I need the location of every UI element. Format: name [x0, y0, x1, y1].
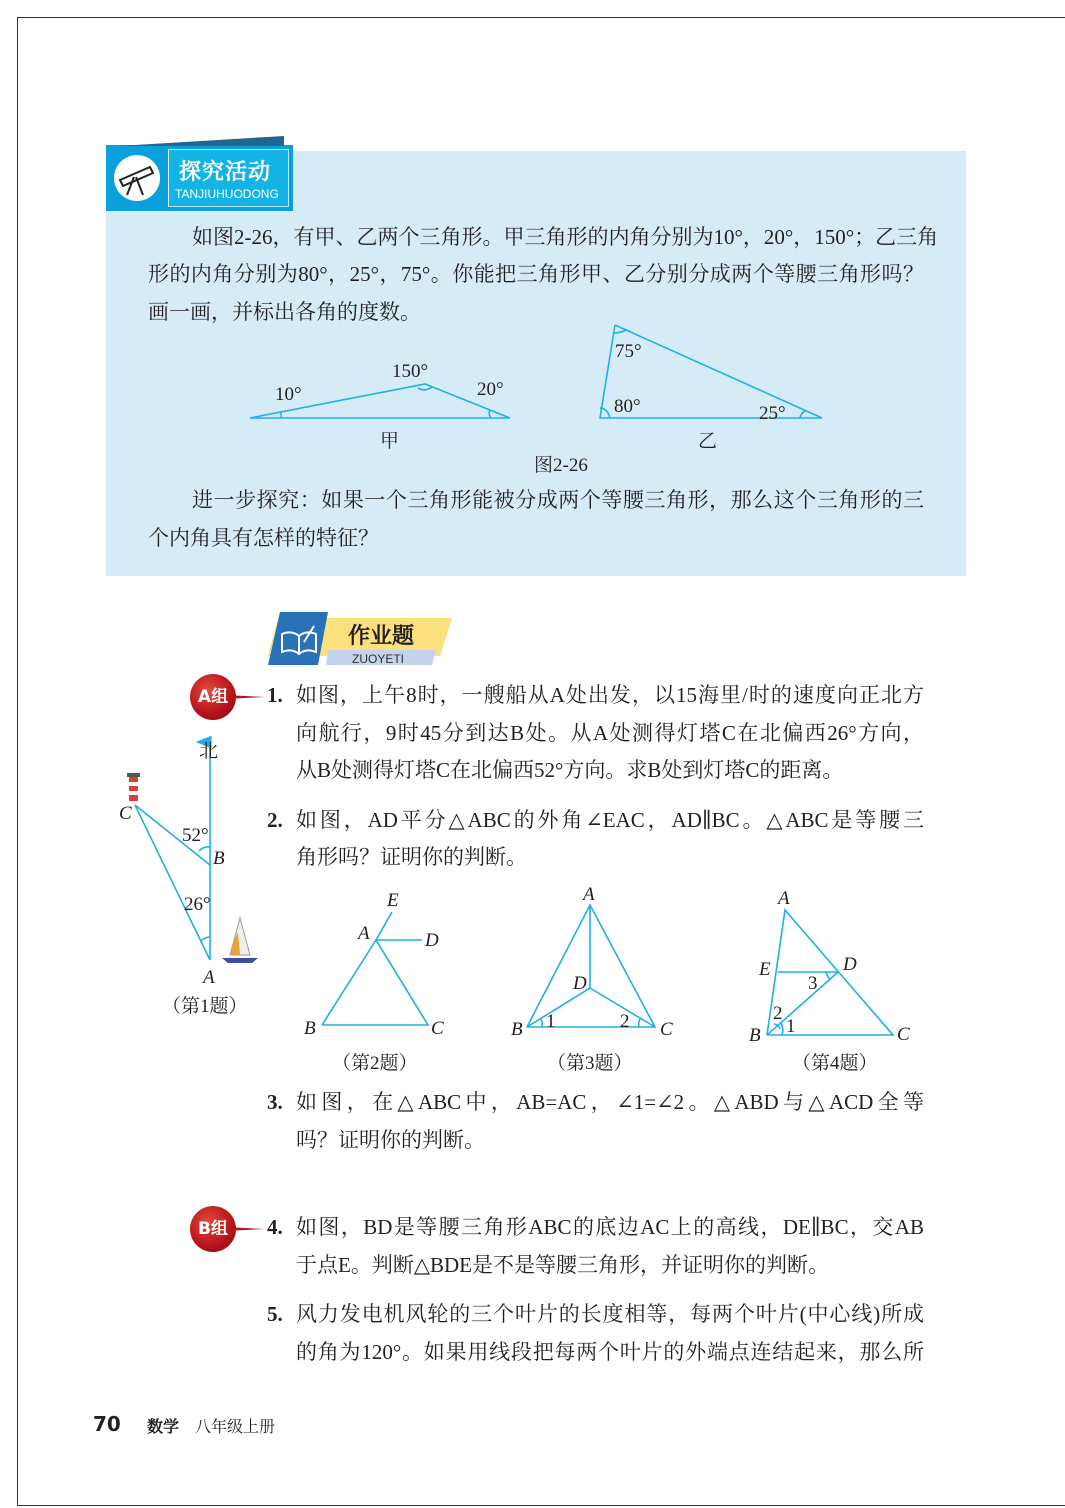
question-number: 4. — [267, 1215, 283, 1239]
question-number: 3. — [267, 1090, 283, 1114]
angle-label: 1 — [546, 1011, 556, 1032]
point-label: D — [573, 973, 587, 994]
figure-caption: （第2题） — [332, 1053, 418, 1074]
lighthouse-icon — [127, 773, 140, 801]
activity-text-line: 个内角具有怎样的特征？ — [148, 526, 379, 550]
point-label: C — [897, 1024, 910, 1045]
question-number: 1. — [267, 683, 283, 707]
badge-title: 探究活动 — [179, 160, 272, 185]
badge-subtitle: ZUOYETI — [352, 652, 405, 665]
question-text-line: 如图，在△ABC中，AB=AC，∠1=∠2。△ABD与△ACD全等 — [296, 1090, 924, 1114]
point-label: B — [511, 1019, 523, 1040]
page-number: 70 — [93, 1412, 121, 1436]
figure-caption: 图2-26 — [534, 455, 588, 476]
point-label: B — [304, 1018, 316, 1039]
figure-caption: （第4题） — [792, 1053, 878, 1074]
figure-caption: （第1题） — [162, 996, 248, 1017]
point-label: A — [203, 967, 215, 988]
point-label: B — [213, 848, 225, 869]
triangle-fig3 — [527, 905, 655, 1027]
question-text-line: 从B处测得灯塔C在北偏西52°方向。求B处到灯塔C的距离。 — [296, 758, 844, 782]
point-label: A — [778, 888, 790, 909]
figure-caption: （第3题） — [547, 1053, 633, 1074]
triangle-fig2 — [322, 940, 428, 1025]
angle-label: 75° — [615, 341, 642, 362]
point-label: C — [119, 803, 132, 824]
question-text-line: 向航行，9时45分到达B处。从A处测得灯塔C在北偏西26°方向， — [296, 721, 924, 745]
angle-label: 150° — [392, 361, 429, 382]
footer-subject: 数学 — [147, 1417, 180, 1436]
group-b-badge: B组 — [190, 1206, 236, 1252]
badge-subtitle: TANJIUHUODONG — [175, 187, 279, 201]
angle-label: 10° — [275, 384, 302, 405]
sailboat-icon — [222, 918, 258, 963]
question-text-line: 吗？证明你的判断。 — [296, 1128, 485, 1152]
figure-name: 乙 — [698, 431, 718, 452]
question-text-line: 风力发电机风轮的三个叶片的长度相等，每两个叶片(中心线)所成 — [296, 1302, 924, 1326]
angle-label: 1 — [786, 1016, 796, 1037]
activity-text-line: 画一画，并标出各角的度数。 — [148, 300, 421, 324]
point-label: C — [660, 1019, 673, 1040]
footer-grade: 八年级上册 — [195, 1417, 276, 1436]
activity-text-line: 进一步探究：如果一个三角形能被分成两个等腰三角形，那么这个三角形的三 — [192, 488, 924, 512]
angle-label: 25° — [759, 403, 786, 424]
point-label: E — [759, 959, 771, 980]
question-text-line: 如图，AD平分△ABC的外角∠EAC，AD∥BC。△ABC是等腰三 — [296, 808, 924, 832]
point-label: A — [358, 923, 370, 944]
question-number: 5. — [267, 1302, 283, 1326]
point-label: A — [583, 884, 595, 905]
figure-name: 甲 — [380, 431, 400, 452]
activity-text-line: 如图2-26，有甲、乙两个三角形。甲三角形的内角分别为10°，20°，150°；乙三角 — [192, 225, 939, 249]
angle-label: 26° — [184, 894, 211, 915]
point-label: D — [843, 954, 857, 975]
point-label: D — [425, 930, 439, 951]
badge-title: 作业题 — [348, 624, 415, 649]
angle-label: 2 — [620, 1011, 630, 1032]
point-label: E — [387, 890, 399, 911]
north-label: 北 — [199, 741, 219, 762]
question-text-line: 角形吗？证明你的判断。 — [296, 845, 527, 869]
activity-text-line: 形的内角分别为80°，25°，75°。你能把三角形甲、乙分别分成两个等腰三角形吗？ — [148, 262, 924, 286]
angle-label: 2 — [773, 1003, 783, 1024]
group-a-badge: A组 — [190, 674, 236, 720]
angle-label: 52° — [182, 825, 209, 846]
question-text-line: 于点E。判断△BDE是不是等腰三角形，并证明你的判断。 — [296, 1253, 829, 1277]
question-text-line: 的角为120°。如果用线段把每两个叶片的外端点连结起来，那么所 — [296, 1340, 924, 1364]
point-label: C — [431, 1018, 444, 1039]
question-text-line: 如图，上午8时，一艘船从A处出发，以15海里/时的速度向正北方 — [296, 683, 924, 707]
angle-label: 20° — [477, 379, 504, 400]
question-number: 2. — [267, 808, 283, 832]
point-label: B — [749, 1025, 761, 1046]
angle-label: 3 — [808, 973, 818, 994]
question-text-line: 如图，BD是等腰三角形ABC的底边AC上的高线，DE∥BC，交AB — [296, 1215, 924, 1239]
angle-label: 80° — [614, 396, 641, 417]
